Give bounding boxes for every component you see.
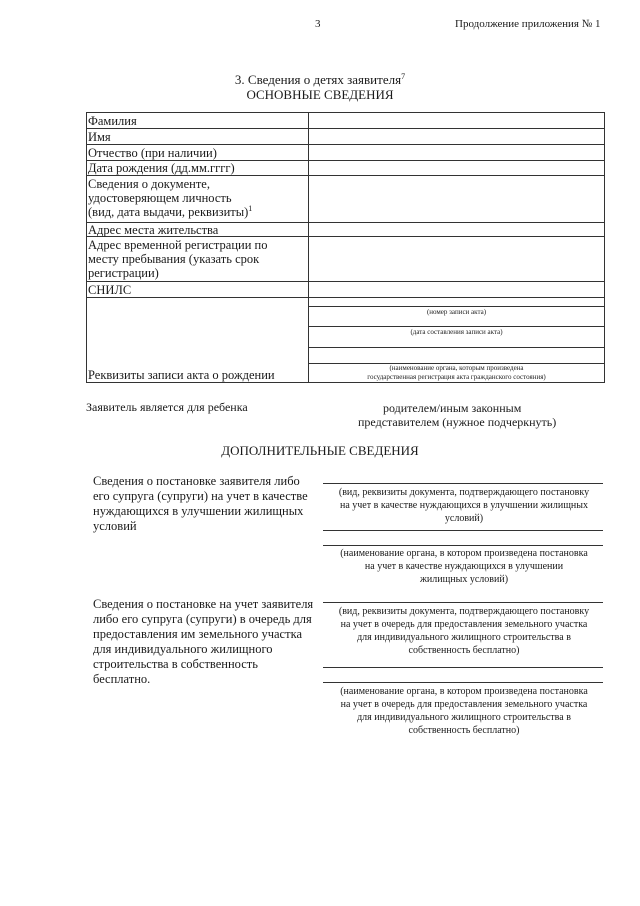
label-temp-registration: Адрес временной регистрации по месту пребывания (указать срок регистрации) (88, 238, 268, 280)
basic-info-table (86, 112, 605, 383)
label-residence: Адрес места жительства (88, 223, 219, 237)
land-registration-label: Сведения о постановке на учет заявителя либо его супруга (супруги) в очередь для предоставления им земельного участка для индивидуального жилищного строительства в собственность бесплатно. (93, 597, 314, 686)
housing-doc-line[interactable] (323, 483, 603, 484)
label-birth-record: Реквизиты записи акта о рождении (88, 368, 275, 382)
section-subtitle: ОСНОВНЫЕ СВЕДЕНИЯ (246, 87, 394, 102)
applicant-label: Заявитель является для ребенка (86, 400, 248, 414)
field-residence[interactable] (309, 223, 604, 236)
land-org-line-b[interactable] (323, 682, 603, 683)
caption-record-date: (дата составления записи акта) (410, 328, 503, 336)
land-doc-line[interactable] (323, 602, 603, 603)
caption-record-org: (наименование органа, которым произведена государственная регистрация акта гражданского состояния) (367, 364, 546, 381)
footnote-ref: 7 (401, 72, 406, 81)
land-doc-caption: (вид, реквизиты документа, подтверждающего постановку на учет в очередь для предоставления земельного участка для индивидуального жилищного строительства в собственность бесплатно) (338, 606, 590, 656)
housing-org-line-b[interactable] (323, 545, 603, 546)
field-patronymic[interactable] (309, 145, 604, 160)
housing-org-caption: (наименование органа, в котором произведена постановка на учет в качестве нуждающихся в улучшении жилищных условий) (340, 548, 588, 585)
field-temp-registration[interactable] (309, 237, 604, 281)
land-org-caption: (наименование органа, в котором произведена постановка на учет в очередь для предоставления земельного участка для индивидуального жилищного строительства в собственность бесплатно) (340, 686, 588, 736)
label-snils: СНИЛС (88, 283, 132, 297)
field-birthdate[interactable] (309, 161, 604, 175)
land-org-line-a[interactable] (323, 667, 603, 668)
label-patronymic: Отчество (при наличии) (88, 146, 217, 160)
field-id-document[interactable] (309, 176, 604, 222)
caption-record-number: (номер записи акта) (426, 308, 487, 316)
additional-title: ДОПОЛНИТЕЛЬНЫЕ СВЕДЕНИЯ (221, 443, 419, 458)
applicant-relation-line2: представителем (нужное подчеркнуть) (358, 415, 557, 429)
page-number: 3 (315, 18, 321, 30)
field-surname[interactable] (309, 113, 604, 128)
housing-registration-label: Сведения о постановке заявителя либо его супруга (супруги) на учет в качестве нуждающихся в улучшении жилищных условий (93, 474, 308, 533)
label-surname: Фамилия (88, 114, 137, 128)
appendix-label: Продолжение приложения № 1 (455, 18, 601, 30)
applicant-relation-line1: родителем/иным законным (383, 401, 522, 415)
field-name[interactable] (309, 129, 604, 144)
housing-org-line-a[interactable] (323, 530, 603, 531)
label-birthdate: Дата рождения (дд.мм.гггг) (88, 161, 235, 175)
label-id-document: Сведения о документе, удостоверяющем личность (вид, дата выдачи, реквизиты)$^1$ (88, 177, 253, 219)
housing-doc-caption: (вид, реквизиты документа, подтверждающего постановку на учет в качестве нуждающихся в улучшении жилищных условий) (338, 487, 590, 524)
field-snils[interactable] (309, 282, 604, 297)
label-name: Имя (88, 130, 111, 144)
section-title: 3. Сведения о детях заявителя$^7$ (234, 72, 406, 87)
